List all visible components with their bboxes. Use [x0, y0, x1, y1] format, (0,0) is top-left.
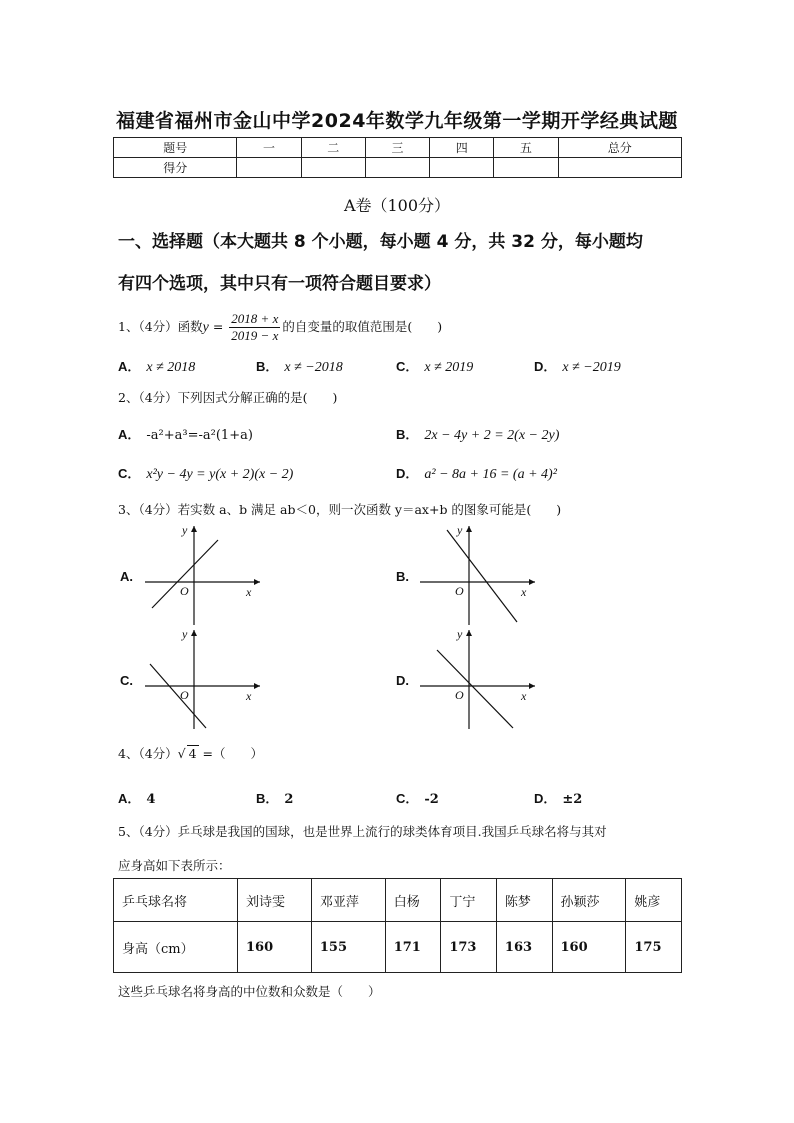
q1-eq: =	[208, 319, 228, 334]
option-text: x ≠ 2019	[424, 360, 474, 375]
score-header-cell: 三	[365, 138, 429, 158]
option-letter: D．	[534, 791, 557, 806]
q4-option-d[interactable]	[534, 788, 582, 807]
table-cell: 175	[626, 922, 682, 973]
score-table	[113, 137, 682, 178]
table-header-cell: 陈梦	[496, 879, 552, 922]
option-letter: B.	[396, 569, 409, 584]
page-title: 福建省福州市金山中学2024年数学九年级第一学期开学经典试题	[116, 110, 678, 132]
q3-option-a[interactable]	[120, 569, 139, 585]
q1-suffix: 的自变量的取值范围是( )	[282, 319, 443, 334]
q3-graph-b[interactable]	[415, 520, 540, 630]
score-header-cell: 总分	[558, 138, 681, 158]
score-blank-cell	[301, 158, 365, 178]
origin-label: O	[455, 584, 464, 598]
option-letter: D.	[396, 673, 409, 688]
score-header-cell: 二	[301, 138, 365, 158]
question-5-stem-line2: 应身高如下表所示：	[118, 858, 231, 873]
q2-option-a[interactable]	[118, 424, 253, 443]
table-header-cell: 丁宁	[441, 879, 497, 922]
option-text: x ≠ 2018	[146, 360, 196, 375]
option-text: 2	[284, 792, 294, 807]
y-axis-label: y	[457, 627, 463, 641]
option-text: a² − 8a + 16 = (a + 4)²	[424, 467, 557, 482]
x-axis-arrow	[254, 683, 260, 689]
player-heights-table	[113, 878, 682, 973]
y-axis-arrow	[466, 630, 472, 636]
q4-option-b[interactable]	[256, 788, 293, 807]
y-axis-label: y	[457, 523, 463, 537]
option-letter: A．	[118, 791, 141, 806]
table-cell: 171	[385, 922, 441, 973]
origin-label: O	[180, 688, 189, 702]
score-header-cell: 题号	[114, 138, 237, 158]
x-axis-label: x	[521, 689, 527, 703]
q2-option-c[interactable]	[118, 463, 293, 483]
y-axis-arrow	[466, 526, 472, 532]
question-5-ask: 这些乒乓球名将身高的中位数和众数是（ ）	[118, 984, 381, 999]
option-text: 2x − 4y + 2 = 2(x − 2y)	[424, 428, 560, 443]
option-letter: D．	[396, 466, 419, 481]
part-one-heading-line2: 有四个选项，其中只有一项符合题目要求）	[118, 274, 441, 294]
q1-denominator: 2019 − x	[231, 328, 279, 343]
question-4-stem	[118, 744, 263, 762]
x-axis-label: x	[246, 689, 252, 703]
q3-option-c[interactable]	[120, 673, 139, 689]
x-axis-arrow	[529, 683, 535, 689]
q1-option-b[interactable]	[256, 356, 343, 376]
option-text: x ≠ −2018	[284, 360, 343, 375]
score-blank-cell	[494, 158, 558, 178]
table-row-label: 身高（cm）	[114, 922, 238, 973]
origin-label: O	[455, 688, 464, 702]
x-axis-label: x	[521, 585, 527, 599]
table-cell: 173	[441, 922, 497, 973]
table-cell: 163	[496, 922, 552, 973]
q4-option-c[interactable]	[396, 788, 439, 807]
option-letter: B．	[396, 427, 419, 442]
option-letter: C．	[396, 791, 419, 806]
function-line	[437, 650, 513, 728]
q4-suffix: =（ ）	[198, 746, 264, 761]
q1-option-d[interactable]	[534, 356, 621, 376]
function-line	[150, 664, 206, 728]
sqrt-icon: √	[177, 746, 186, 761]
table-header-cell: 白杨	[385, 879, 441, 922]
option-letter: A．	[118, 359, 141, 374]
q2-option-d[interactable]	[396, 463, 557, 483]
q1-numerator: 2018 + x	[231, 311, 279, 326]
table-header-cell: 刘诗雯	[238, 879, 312, 922]
option-text: -2	[424, 792, 439, 807]
table-header-cell: 姚彦	[626, 879, 682, 922]
table-row	[114, 922, 682, 973]
score-header-cell: 四	[430, 138, 494, 158]
score-row-label: 得分	[114, 158, 237, 178]
option-letter: C.	[120, 673, 133, 688]
q3-graph-d[interactable]	[415, 624, 540, 734]
option-letter: C．	[118, 466, 141, 481]
y-axis-label: y	[182, 627, 188, 641]
score-header-cell: 一	[237, 138, 301, 158]
q4-prefix: 4、（4分）	[118, 746, 178, 761]
table-cell: 155	[311, 922, 385, 973]
section-a-heading: A卷（100分）	[343, 196, 451, 215]
option-text: ±2	[562, 792, 583, 807]
q1-var: y	[202, 320, 209, 335]
q1-fraction	[229, 311, 280, 344]
question-2-stem: 2、（4分）下列因式分解正确的是( )	[118, 390, 338, 405]
q1-option-c[interactable]	[396, 356, 473, 376]
q4-option-a[interactable]	[118, 788, 155, 807]
table-header-cell: 孙颖莎	[552, 879, 626, 922]
table-header-cell: 邓亚萍	[311, 879, 385, 922]
y-axis-arrow	[191, 630, 197, 636]
score-blank-cell	[365, 158, 429, 178]
origin-label: O	[180, 584, 189, 598]
score-header-cell: 五	[494, 138, 558, 158]
x-axis-label: x	[246, 585, 252, 599]
option-letter: A．	[118, 427, 141, 442]
q1-option-a[interactable]	[118, 356, 195, 376]
q3-graph-c[interactable]	[140, 624, 265, 734]
table-cell: 160	[552, 922, 626, 973]
question-3-stem: 3、（4分）若实数 a、b 满足 ab＜0，则一次函数 y＝ax+b 的图象可能是( )	[118, 502, 562, 517]
option-letter: C．	[396, 359, 419, 374]
score-blank-cell	[558, 158, 681, 178]
option-text: -a²+a³=-a²(1+a)	[146, 428, 253, 443]
y-axis-arrow	[191, 526, 197, 532]
score-table-header-row	[114, 138, 682, 158]
question-1-stem	[118, 308, 442, 347]
score-blank-cell	[430, 158, 494, 178]
score-table-score-row	[114, 158, 682, 178]
option-letter: B．	[256, 359, 279, 374]
q2-option-b[interactable]	[396, 424, 559, 444]
q1-prefix: 1、（4分）函数	[118, 319, 203, 334]
option-text: x²y − 4y = y(x + 2)(x − 2)	[146, 467, 294, 482]
x-axis-arrow	[529, 579, 535, 585]
table-header-cell: 乒乓球名将	[114, 879, 238, 922]
table-cell: 160	[238, 922, 312, 973]
x-axis-arrow	[254, 579, 260, 585]
option-letter: A.	[120, 569, 133, 584]
function-line	[447, 530, 517, 622]
q3-graph-a[interactable]	[140, 520, 265, 630]
q4-radicand: 4	[188, 746, 197, 761]
option-text: x ≠ −2019	[562, 360, 621, 375]
option-letter: B．	[256, 791, 279, 806]
y-axis-label: y	[182, 523, 188, 537]
q3-option-d[interactable]	[396, 673, 415, 689]
option-letter: D．	[534, 359, 557, 374]
question-5-stem-line1: 5、（4分）乒乓球是我国的国球，也是世界上流行的球类体育项目.我国乒乓球名将与其对	[118, 824, 607, 839]
score-blank-cell	[237, 158, 301, 178]
q3-option-b[interactable]	[396, 569, 415, 585]
table-header-row	[114, 879, 682, 922]
option-text: 4	[146, 792, 156, 807]
part-one-heading-line1: 一、选择题（本大题共 8 个小题，每小题 4 分，共 32 分，每小题均	[118, 232, 643, 252]
